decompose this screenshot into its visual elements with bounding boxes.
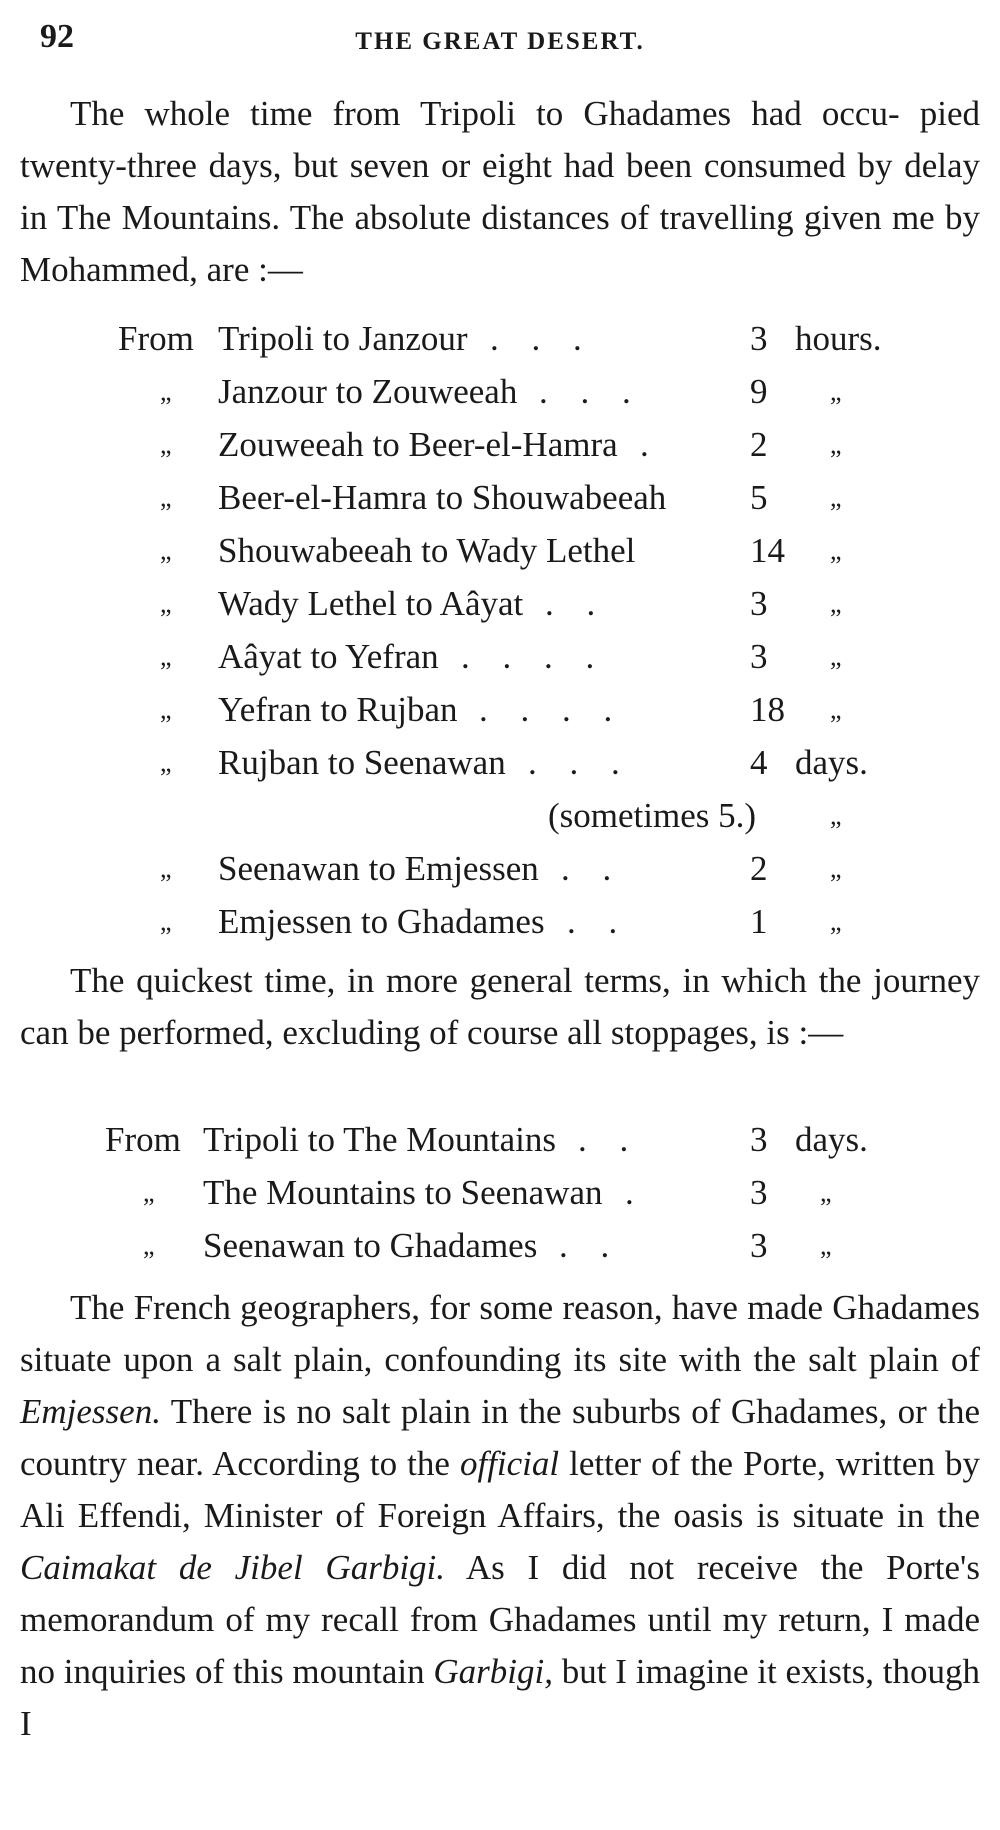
duration-unit: „	[830, 430, 842, 459]
duration-value: 3	[750, 319, 768, 358]
table-row	[0, 365, 1000, 418]
route-name: Shouwabeeah to Wady Lethel	[218, 531, 636, 570]
quickest-table	[0, 1113, 1000, 1272]
line: pied twenty-three days, but seven or eight had been	[20, 94, 980, 185]
table-row	[0, 895, 1000, 948]
route-name: Janzour to Zouweeah	[218, 372, 518, 411]
duration-unit: „	[820, 1231, 832, 1260]
duration-unit: „	[830, 642, 842, 671]
line: consumed by delay in The Mountains. The absolute	[20, 146, 980, 237]
route-prefix: „	[143, 1231, 155, 1260]
line: distances of travelling given me by Mohammed, are :—	[20, 198, 981, 289]
duration-unit: „	[830, 854, 842, 883]
table-row	[0, 1166, 1000, 1219]
route-name: Seenawan to Emjessen	[218, 849, 539, 888]
route-name: Yefran to Rujban	[218, 690, 458, 729]
table-row	[0, 789, 1000, 842]
paragraph-quickest-intro	[20, 955, 980, 1059]
dot-leader: . . . .	[479, 690, 625, 729]
duration-unit: days.	[795, 743, 868, 782]
route-name: Rujban to Seenawan	[218, 743, 506, 782]
route-name: Tripoli to The Mountains	[203, 1120, 556, 1159]
duration-value: 1	[750, 902, 768, 941]
distances-table	[0, 312, 1000, 948]
route-name: Aâyat to Yefran	[218, 637, 439, 676]
dot-leader: . .	[559, 1226, 622, 1265]
route-prefix: From	[118, 319, 194, 358]
table-row	[0, 683, 1000, 736]
table-row	[0, 577, 1000, 630]
paragraph-distances-intro	[20, 88, 980, 296]
page-header	[40, 18, 960, 68]
route-prefix: „	[143, 1178, 155, 1207]
dot-leader: . .	[545, 584, 608, 623]
duration-unit: days.	[795, 1120, 868, 1159]
dot-leader: . .	[561, 849, 624, 888]
route-prefix: From	[105, 1120, 181, 1159]
line: The whole time from Tripoli to Ghadames had occu-	[70, 94, 900, 133]
line: The quickest time, in more general terms, in which	[70, 961, 807, 1000]
table-row	[0, 630, 1000, 683]
dot-leader: . .	[578, 1120, 641, 1159]
duration-value: 4	[750, 743, 768, 782]
duration-unit: „	[830, 536, 842, 565]
page-number: 92	[40, 18, 74, 55]
route-name: Tripoli to Janzour	[218, 319, 468, 358]
line: stoppages, is :—	[610, 1013, 844, 1052]
route-name: Wady Lethel to Aâyat	[218, 584, 524, 623]
duration-value: 3	[750, 1173, 768, 1212]
table-row	[0, 736, 1000, 789]
dot-leader: .	[640, 425, 661, 464]
route-prefix: „	[160, 854, 172, 883]
duration-value: 2	[750, 425, 768, 464]
route-prefix: „	[160, 430, 172, 459]
duration-value: 18	[750, 690, 785, 729]
emphasis: Garbigi,	[433, 1652, 553, 1691]
dot-leader: . . .	[539, 372, 643, 411]
dot-leader: . . . .	[461, 637, 607, 676]
duration-value: 3	[750, 637, 768, 676]
route-name: Emjessen to Ghadames	[218, 902, 545, 941]
dot-leader: . .	[567, 902, 630, 941]
duration-unit: „	[830, 483, 842, 512]
table-row	[0, 471, 1000, 524]
table-row	[0, 312, 1000, 365]
route-name: Zouweeah to Beer-el-Hamra	[218, 425, 618, 464]
duration-unit: „	[830, 589, 842, 618]
duration-unit: „	[830, 695, 842, 724]
table-row	[0, 418, 1000, 471]
dot-leader: . . .	[528, 743, 632, 782]
route-name: The Mountains to Seenawan	[203, 1173, 603, 1212]
duration-unit: „	[830, 907, 842, 936]
route-prefix: „	[160, 483, 172, 512]
duration-unit: hours.	[795, 319, 882, 358]
dot-leader: .	[625, 1173, 646, 1212]
route-prefix: „	[160, 536, 172, 565]
emphasis: official	[459, 1444, 560, 1483]
route-prefix: „	[160, 642, 172, 671]
emphasis: Caimakat de Jibel Garbigi.	[20, 1548, 446, 1587]
duration-value: 3	[750, 1226, 768, 1265]
duration-unit: „	[820, 1178, 832, 1207]
duration-value: (sometimes 5.)	[548, 796, 757, 835]
route-prefix: „	[160, 377, 172, 406]
table-row	[0, 1219, 1000, 1272]
table-row	[0, 842, 1000, 895]
duration-value: 2	[750, 849, 768, 888]
dot-leader: . . .	[490, 319, 594, 358]
route-name: Beer-el-Hamra to Shouwabeeah	[218, 478, 667, 517]
duration-value: 3	[750, 1120, 768, 1159]
emphasis: Emjessen.	[20, 1392, 161, 1431]
line: the journey can be performed, excluding of course all	[20, 961, 981, 1052]
duration-value: 9	[750, 372, 768, 411]
route-prefix: „	[160, 907, 172, 936]
duration-unit: „	[830, 377, 842, 406]
running-head: THE GREAT DESERT.	[355, 28, 645, 55]
route-name: Seenawan to Ghadames	[203, 1226, 538, 1265]
table-row	[0, 524, 1000, 577]
route-prefix: „	[160, 748, 172, 777]
duration-unit: „	[830, 801, 842, 830]
duration-value: 14	[750, 531, 785, 570]
paragraph-french-geographers: The French geographers, for some reason, have made Ghadames situate upon a salt plain, confounding its site with the salt plain of Emjessen. There is no salt plain in the suburbs of Ghadames, or the country near. According to the official letter of the Porte, written by Ali Effendi, Minister of Foreign Affairs, the oasis is situate in the Caimakat de Jibel Garbigi. As I did not receive the Porte's memorandum of my recall from Ghadames until my return, I made no inquiries of this mountain Garbigi, but I imagine it exists, though I	[20, 1288, 980, 1743]
route-prefix: „	[160, 695, 172, 724]
duration-value: 3	[750, 584, 768, 623]
duration-value: 5	[750, 478, 768, 517]
table-row	[0, 1113, 1000, 1166]
route-prefix: „	[160, 589, 172, 618]
